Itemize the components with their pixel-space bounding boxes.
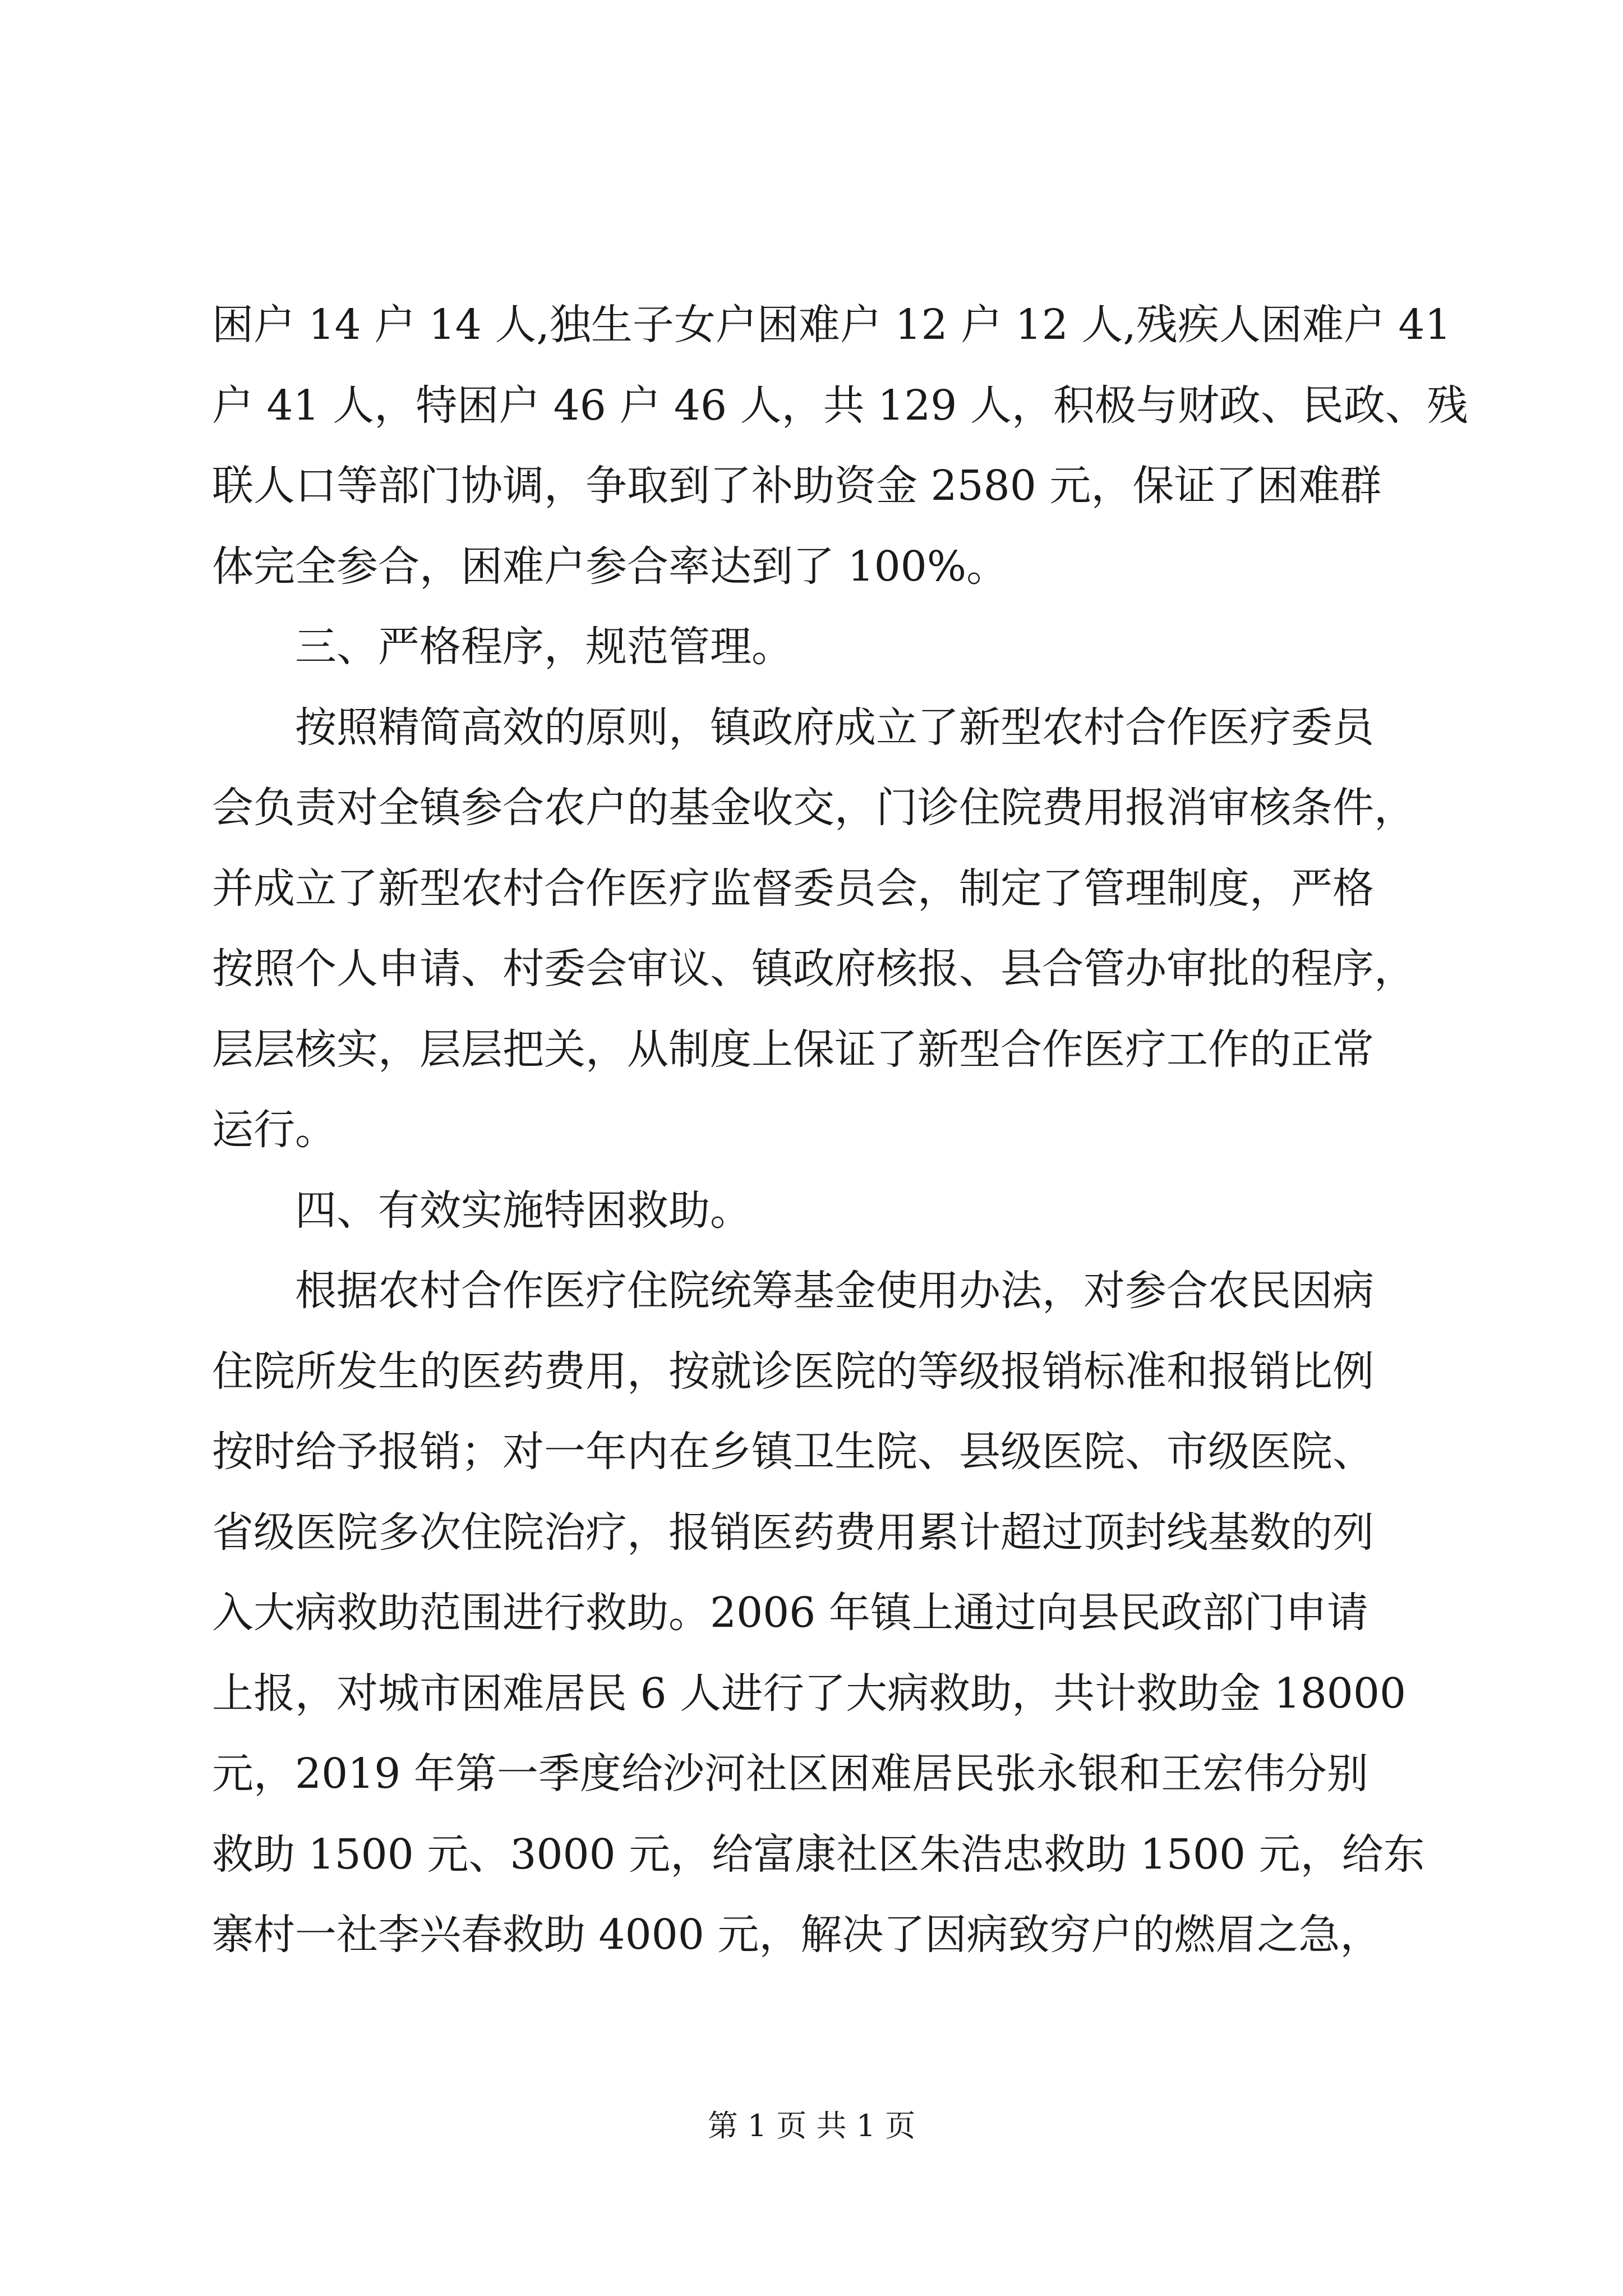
text-line: 按照精简高效的原则，镇政府成立了新型农村合作医疗委员 <box>212 703 1374 752</box>
text-line: 体完全参合，困难户参合率达到了 100%。 <box>212 542 1008 591</box>
page-number-label: 第 1 页 共 1 页 <box>707 2108 916 2143</box>
body-text <box>212 285 1468 1976</box>
section-heading-4: 四、有效实施特困救助。 <box>212 1186 751 1235</box>
text-line: 户 41 人，特困户 46 户 46 人，共 129 人，积极与财政、民政、残 <box>212 381 1468 430</box>
page-footer <box>0 2106 1623 2146</box>
text-line: 层层核实，层层把关，从制度上保证了新型合作医疗工作的正常 <box>212 1025 1374 1074</box>
text-line: 住院所发生的医药费用，按就诊医院的等级报销标准和报销比例 <box>212 1347 1374 1396</box>
text-line: 会负责对全镇参合农户的基金收交，门诊住院费用报消审核条件， <box>212 784 1415 832</box>
text-line: 根据农村合作医疗住院统筹基金使用办法，对参合农民因病 <box>212 1267 1374 1315</box>
text-line: 按时给予报销；对一年内在乡镇卫生院、县级医院、市级医院、 <box>212 1428 1374 1476</box>
text-line: 入大病救助范围进行救助。2006 年镇上通过向县民政部门申请 <box>212 1589 1368 1637</box>
text-line: 联人口等部门协调，争取到了补助资金 2580 元，保证了困难群 <box>212 462 1382 510</box>
section-heading-3: 三、严格程序，规范管理。 <box>212 623 793 671</box>
text-line: 救助 1500 元、3000 元，给富康社区朱浩忠救助 1500 元，给东 <box>212 1830 1425 1879</box>
text-line: 按照个人申请、村委会审议、镇政府核报、县合管办审批的程序， <box>212 945 1415 993</box>
text-line: 困户 14 户 14 人,独生子女户困难户 12 户 12 人,残疾人困难户 41 <box>212 301 1451 349</box>
text-line: 运行。 <box>212 1106 336 1154</box>
text-line: 省级医院多次住院治疗，报销医药费用累计超过顶封线基数的列 <box>212 1508 1374 1557</box>
text-line: 元，2019 年第一季度给沙河社区困难居民张永银和王宏伟分别 <box>212 1750 1368 1798</box>
text-line: 并成立了新型农村合作医疗监督委员会，制定了管理制度，严格 <box>212 864 1374 913</box>
text-line: 上报，对城市困难居民 6 人进行了大病救助，共计救助金 18000 <box>212 1669 1407 1718</box>
text-line: 寨村一社李兴春救助 4000 元，解决了因病致穷户的燃眉之急， <box>212 1911 1382 1959</box>
